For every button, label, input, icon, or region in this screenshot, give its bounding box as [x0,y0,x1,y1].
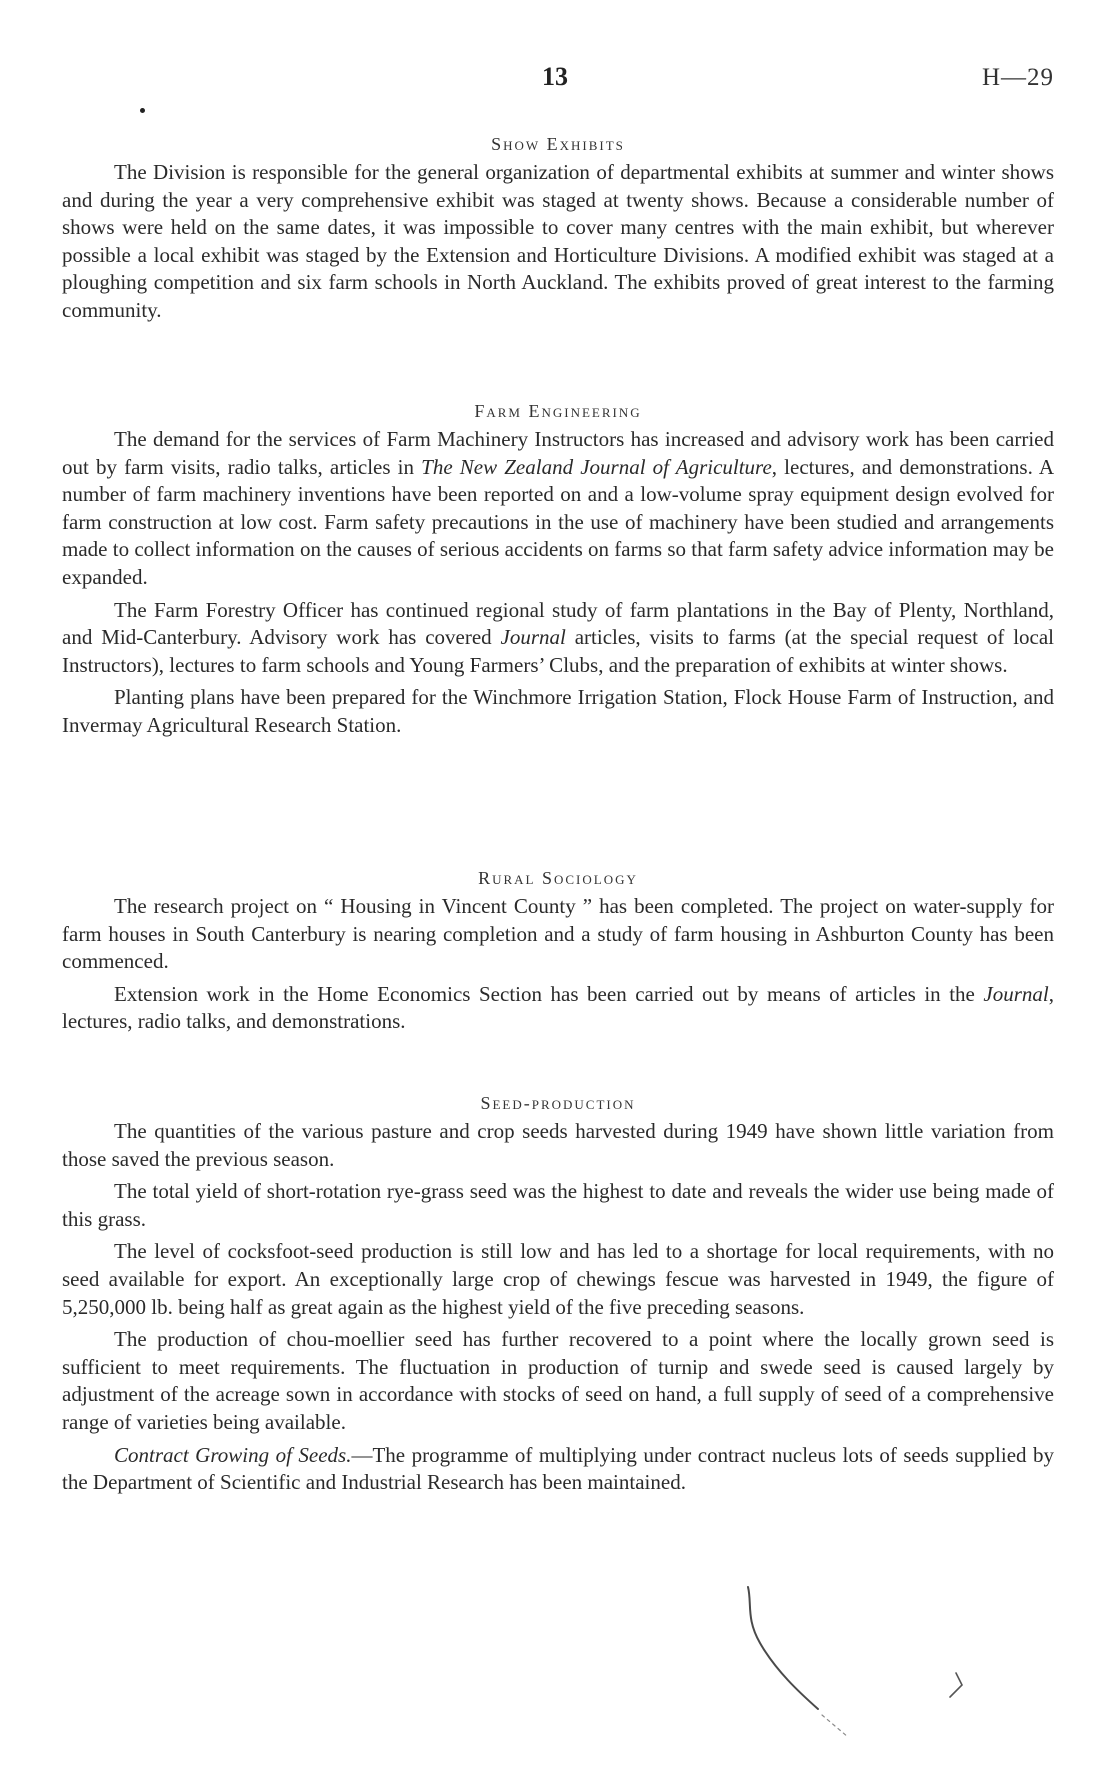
section-heading: Show Exhibits [491,134,625,154]
subsection-title: Contract Growing of Seeds. [114,1442,352,1467]
paragraph-text: , lectures, radio talks, and demonstrations. [62,981,1054,1034]
paragraph: The production of chou-moellier seed has further recovered to a point where the locally grown seed is sufficient to meet requirements. The fluctuation in production of turnip and swede seed is caused largely by adjustment of the acreage sown in accordance with stocks of seed on hand, a full supply of seed of a comprehensive range of varieties being available. [62,1327,1054,1434]
paragraph: The total yield of short-rotation rye-grass seed was the highest to date and reveals the wider use being made of this grass. [62,1179,1054,1231]
section-heading: Farm Engineering [474,401,642,421]
paragraph: The research project on “ Housing in Vincent County ” has been completed. The project on water-supply for farm houses in South Canterbury is nearing completion and a study of farm housing in Ashburton County has been commenced. [62,894,1054,974]
journal-title: Journal [500,625,566,650]
paragraph: The Division is responsible for the general organization of departmental exhibits at summer and winter shows and during the year a very comprehensive exhibit was staged at twenty shows. Because a considerable number of shows were held on the same dates, it was impossible to cover many centres with the main exhibit, but wherever possible a local exhibit was staged by the Extension and Horticulture Divisions. A modified exhibit was staged at a ploughing competition and six farm schools in North Auckland. The exhibits proved of great interest to the farming community. [62,160,1054,322]
section-heading: Rural Sociology [478,868,638,888]
paragraph-text: The demand for the services of Farm Machinery Instructors has increased and advisory work has been carried out by farm visits, radio talks, articles in [62,427,1054,479]
section-heading: Seed-production [480,1093,636,1113]
paragraph [62,981,1054,1036]
section-farm-engineering [62,401,1054,745]
paragraph [62,597,1054,680]
journal-title: Journal [983,981,1049,1006]
paragraph: The quantities of the various pasture and crop seeds harvested during 1949 have shown little variation from those saved the previous season. [62,1119,1054,1171]
paragraph [62,426,1054,592]
paragraph: The level of cocksfoot-seed production is still low and has led to a shortage for local requirements, with no seed available for export. An exceptionally large crop of chewings fescue was harvested in 1949, the figure of 5,250,000 lb. being half as great again as the highest yield of the five preceding seasons. [62,1239,1054,1319]
paragraph-text: —The programme of multiplying under contract nucleus lots of seeds supplied by the Department of Scientific and Industrial Research has been maintained. [62,1442,1055,1495]
section-rural-sociology [62,868,1054,1041]
stray-dot-mark [140,108,145,113]
section-seed-production [62,1093,1054,1502]
paragraph-text: , lectures, and demonstrations. A number of farm machinery inventions have been reported on and a low-volume spray equipment design evolved for farm construction at low cost. Farm safety precautions in the use of machinery have been studied and arrangements made to collect information on the causes of serious accidents on farms so that farm safety advice information may be expanded. [62,454,1054,589]
paragraph-text: articles, visits to farms (at the special request of local Instructors), lectures to farm schools and Young Farmers’ Clubs, and the preparation of exhibits at winter shows. [62,625,1055,677]
handwritten-tick-mark [738,1585,978,1755]
paragraph-text: Extension work in the Home Economics Section has been carried out by means of articles in the [114,981,984,1006]
document-reference: H—29 [981,64,1054,91]
paragraph: Planting plans have been prepared for the Winchmore Irrigation Station, Flock House Farm of Instruction, and Invermay Agricultural Research Station. [62,685,1054,737]
page-number: 13 [542,62,568,91]
paragraph-text: The Farm Forestry Officer has continued regional study of farm plantations in the Bay of Plenty, Northland, and Mid-Canterbury. Advisory work has covered [62,597,1054,650]
paragraph [62,1442,1054,1497]
journal-title: The New Zealand Journal of Agriculture [421,454,772,479]
section-show-exhibits [62,134,1054,330]
